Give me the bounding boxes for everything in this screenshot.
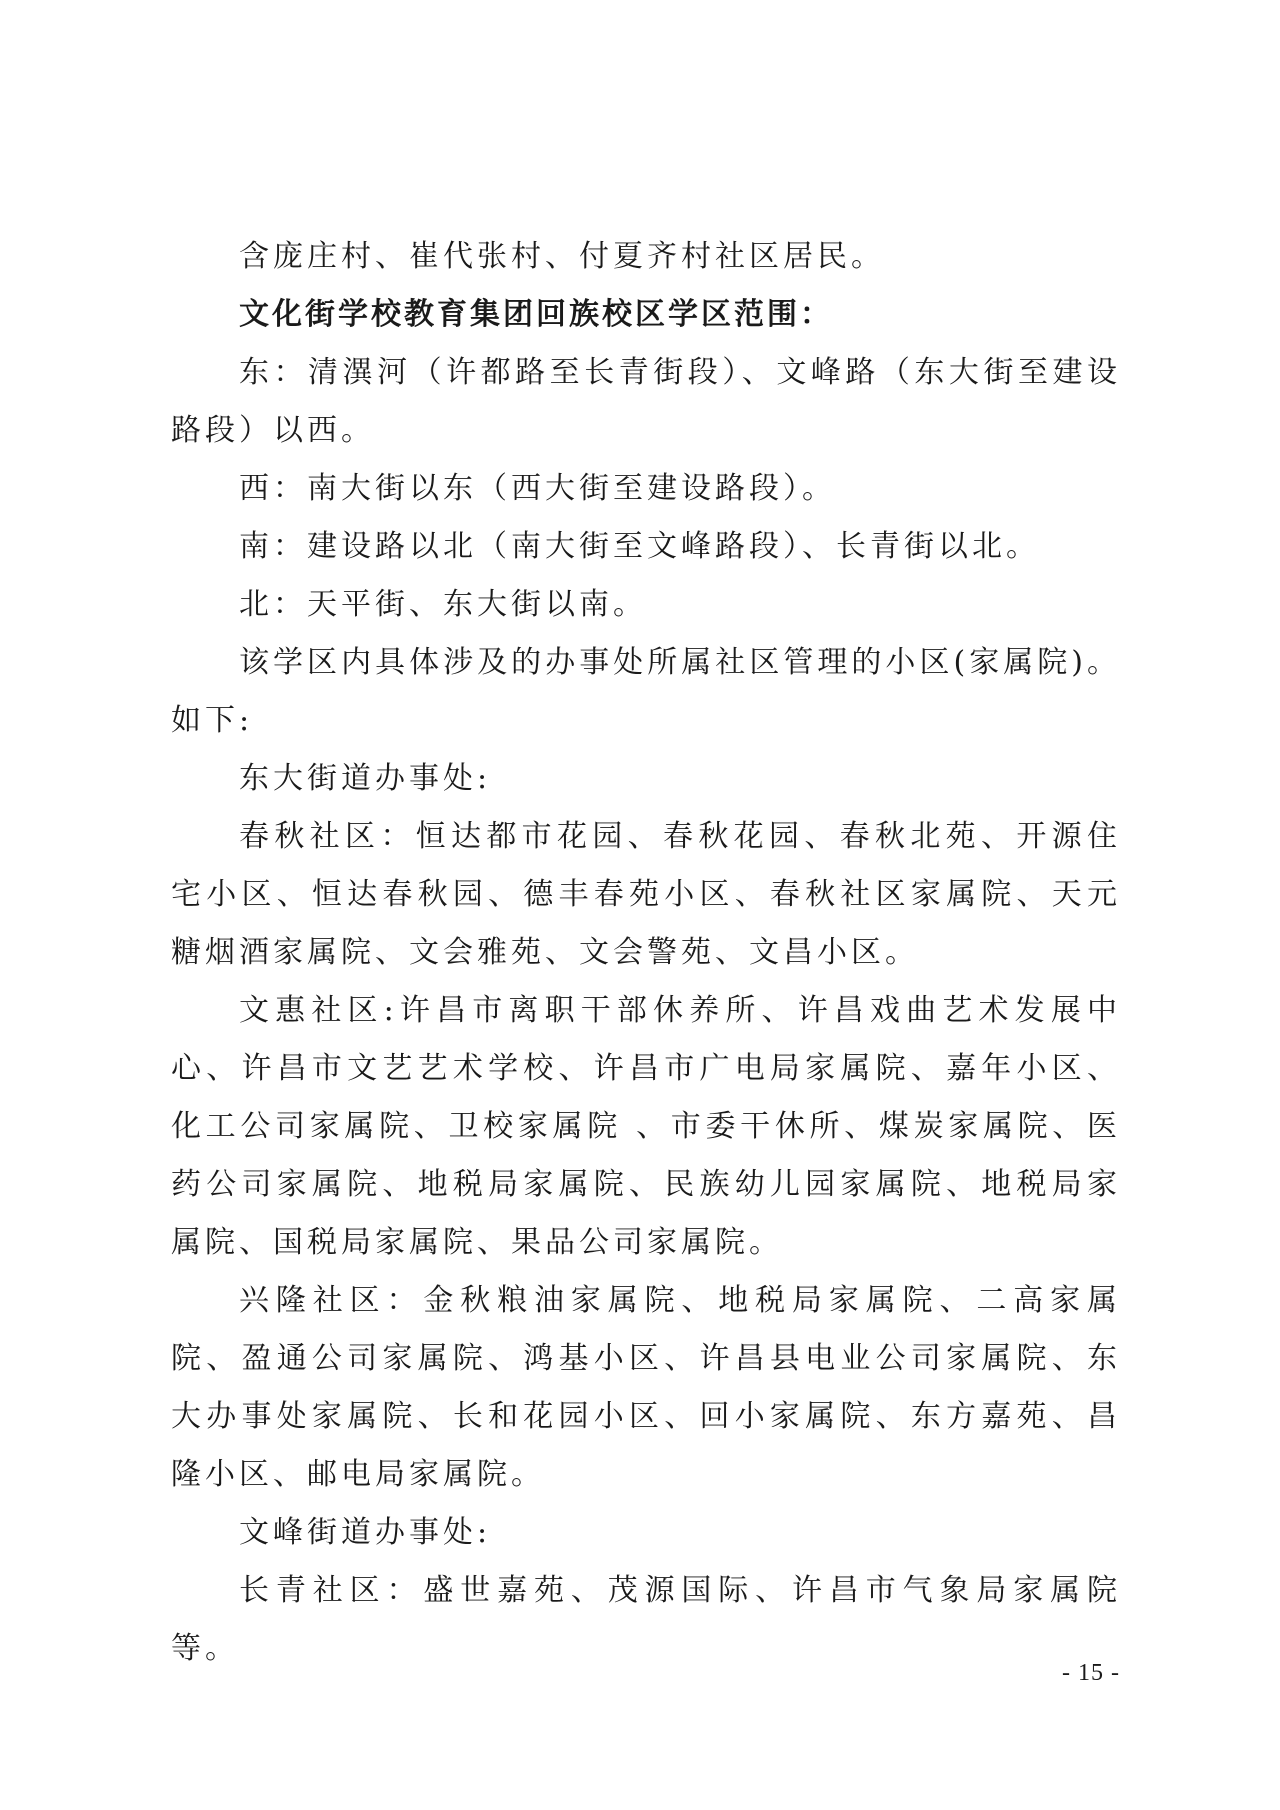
paragraph-intro-continuation: 含庞庄村、崔代张村、付夏齐村社区居民。	[239, 239, 885, 274]
paragraph-xinglong-community: 兴隆社区：金秋粮油家属院、地税局家属院、二高家属院、盈通公司家属院、鸿基小区、许昌县电业公司家属院、东大办事处家属院、长和花园小区、回小家属院、东方嘉苑、昌隆小区、邮电局家属院。	[171, 1283, 1121, 1492]
paragraph-west-boundary: 西：南大街以东（西大街至建设路段）。	[239, 471, 836, 506]
paragraph-wenhui-community: 文惠社区:许昌市离职干部休养所、许昌戏曲艺术发展中心、许昌市文艺艺术学校、许昌市广电局家属院、嘉年小区、化工公司家属院、卫校家属院 、市委干休所、煤炭家属院、医药公司家属院、地税局家属院、民族幼儿园家属院、地税局家属院、国税局家属院、果品公司家属院。	[171, 993, 1121, 1260]
paragraph-dongdajie-office: 东大街道办事处:	[239, 761, 492, 796]
paragraph-south-boundary: 南：建设路以北（南大街至文峰路段）、长青街以北。	[239, 529, 1040, 564]
paragraph-east-boundary: 东：清潩河（许都路至长青街段）、文峰路（东大街至建设路段）以西。	[171, 355, 1121, 448]
document-body	[171, 228, 1121, 1678]
paragraph-chunqiu-community: 春秋社区：恒达都市花园、春秋花园、春秋北苑、开源住宅小区、恒达春秋园、德丰春苑小区、春秋社区家属院、天元糖烟酒家属院、文会雅苑、文会警苑、文昌小区。	[171, 819, 1121, 970]
page-number: - 15 -	[1062, 1660, 1120, 1686]
paragraph-north-boundary: 北：天平街、东大街以南。	[239, 587, 647, 622]
paragraph-wenfeng-office: 文峰街道办事处:	[239, 1515, 492, 1550]
section-heading-school-district: 文化街学校教育集团回族校区学区范围：	[239, 297, 833, 332]
paragraph-changqing-community: 长青社区：盛世嘉苑、茂源国际、许昌市气象局家属院等。	[171, 1573, 1121, 1666]
paragraph-communities-intro: 该学区内具体涉及的办事处所属社区管理的小区(家属院)。如下:	[171, 645, 1121, 738]
